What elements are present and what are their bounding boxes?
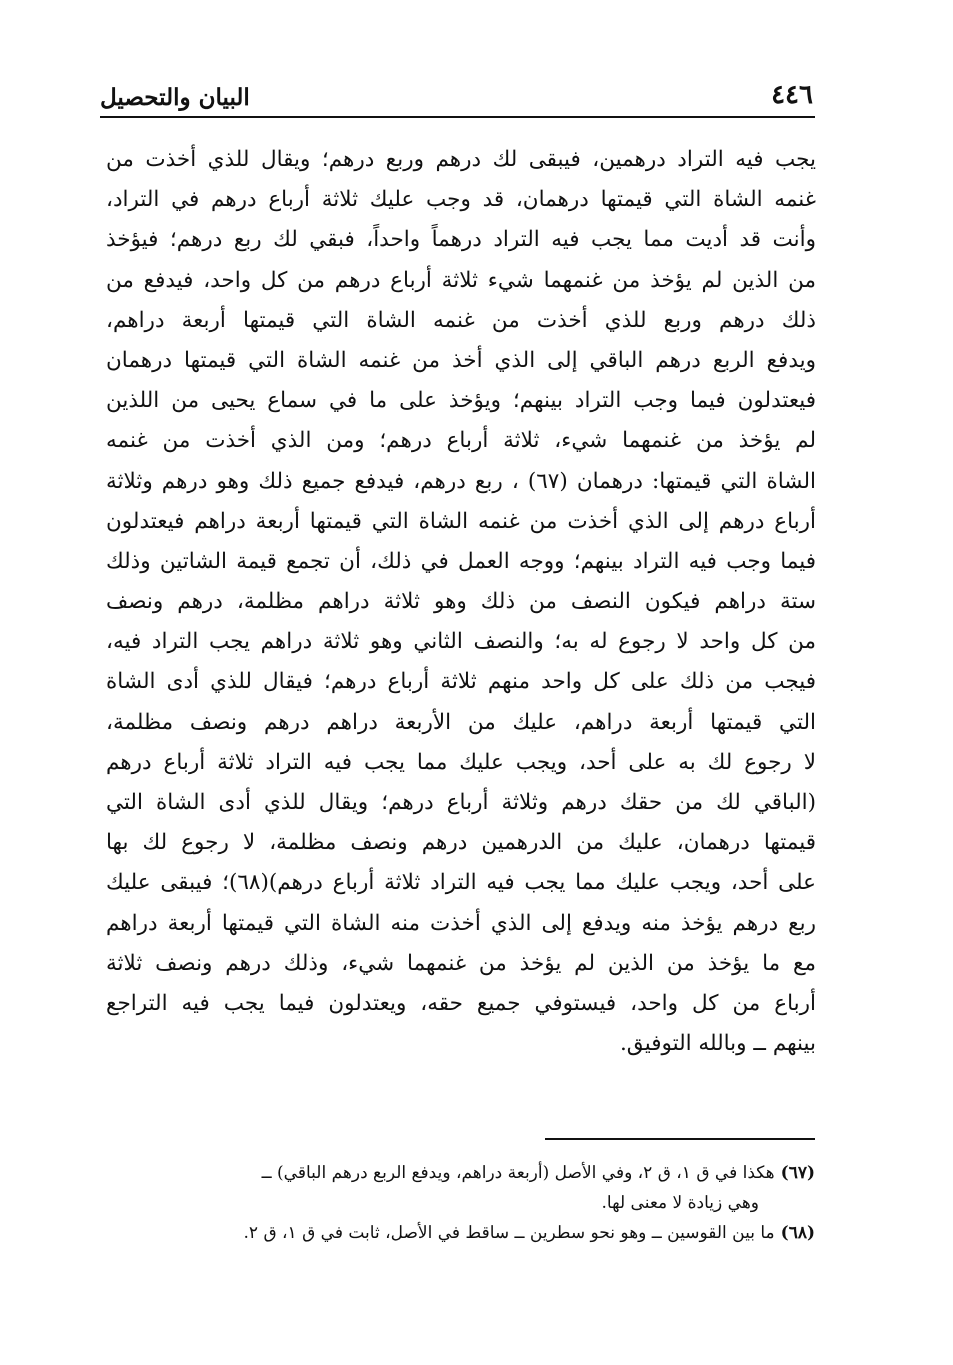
text-line-11: فيما وجب فيه التراد بينهم؛ ووجه العمل في ذلك، أن تجمع قيمة الشاتين وذلك — [106, 548, 816, 574]
text-line-15: التي قيمتها أربعة دراهم، عليك من الأربعة دراهم درهم ونصف مظلمة، — [106, 709, 816, 735]
text-line-20: ربع درهم يؤخذ منه ويدفع إلى الذي أخذت منه الشاة التي قيمتها أربعة دراهم — [106, 910, 816, 936]
text-line-22: أرباع من كل واحد، فيستوفي جميع حقه، ويعتدلون فيما يجب فيه التراجع — [106, 990, 816, 1016]
text-line-3: وأنت قد أديت مما يجب فيه التراد درهماً واحداً، فبقي لك ربع درهم؛ فيؤخذ — [106, 227, 816, 253]
text-line-7: فيعتدلون فيما وجب التراد بينهم؛ ويؤخذ على ما في سماع يحيى من اللذين — [106, 388, 816, 414]
text-line-10: أرباع درهم إلى الذي أخذت من غنمه الشاة التي قيمتها أربعة دراهم فيعتدلون — [106, 508, 816, 534]
text-line-13: من كل واحد لا رجوع له به؛ والنصف الثاني وهو ثلاثة دراهم يجب التراد فيه، — [106, 629, 816, 655]
text-line-19: على أحد، ويجب عليك مما يجب فيه التراد ثلاثة أرباع درهم)(٦٨)؛ فيبقى عليك — [106, 870, 816, 896]
footnote-68 — [110, 1218, 815, 1248]
footnote-separator — [545, 1138, 815, 1140]
page-number: ٤٤٦ — [771, 80, 813, 110]
footnote-68-text: ما بين القوسين ــ وهو نحو سطرين ــ ساقط في الأصل، ثابت في ق ١، ق ٢. — [243, 1223, 775, 1243]
text-line-5: ذلك درهم وربع للذي أخذت من غنمه الشاة التي قيمتها أربعة دراهم، — [106, 307, 816, 333]
footnote-67-continuation: وهي زيادة لا معنى لها. — [601, 1193, 759, 1213]
body-text — [106, 140, 816, 1064]
text-line-12: ستة دراهم فيكون النصف من ذلك وهو ثلاثة دراهم مظلمة، درهم ونصف — [106, 589, 816, 615]
running-title: البيان والتحصيل — [100, 84, 250, 111]
text-line-4: من الذين لم يؤخذ من غنمهما شيء ثلاثة أرباع درهم من كل واحد، فيدفع من — [106, 267, 816, 293]
running-header — [100, 80, 815, 118]
text-line-2: غنمه الشاة التي قيمتها درهمان، قد وجب عليك ثلاثة أرباع درهم في التراد، — [106, 187, 816, 213]
text-line-9: الشاة التي قيمتها: درهمان (٦٧) ، ربع درهم، فيدفع جميع ذلك وهو درهم وثلاثة — [106, 468, 816, 494]
footnote-67 — [110, 1158, 815, 1188]
text-line-14: فيجب من ذلك على كل واحد منهم ثلاثة أرباع درهم؛ فيقال للذي أدى الشاة — [106, 669, 816, 695]
text-line-1: يجب فيه التراد درهمين، فيبقى لك درهم وربع درهم؛ ويقال للذي أخذت من — [106, 147, 816, 172]
footnote-67-mark: (٦٧) — [780, 1163, 815, 1183]
footnote-67-text: هكذا في ق ١، ق ٢، وفي الأصل (أربعة دراهم، ويدفع الربع درهم الباقي) ــ — [261, 1163, 775, 1183]
text-line-21: مع ما يؤخذ من الذين لم يؤخذ من غنمهما شيء، وذلك درهم ونصف ثلاثة — [106, 950, 816, 976]
text-line-23: بينهم ــ وبالله التوفيق. — [619, 1031, 816, 1057]
text-line-18: قيمتها درهمان، عليك من الدرهمين درهم ونصف مظلمة، لا رجوع لك بها — [106, 830, 816, 856]
text-line-6: ويدفع الربع درهم الباقي إلى الذي أخذ من غنمه الشاة التي قيمتها درهمان — [106, 347, 816, 373]
footnote-68-mark: (٦٨) — [780, 1223, 815, 1243]
text-line-8: لم يؤخذ من غنمهما شيء، ثلاثة أرباع درهم؛ ومن الذي أخذت من غنمه — [106, 428, 816, 454]
text-line-17: (الباقي لك من حقك درهم وثلاثة أرباع درهم؛ ويقال للذي أدى الشاة التي — [106, 790, 816, 815]
text-line-16: لا رجوع لك به على أحد، ويجب عليك مما يجب فيه التراد ثلاثة أرباع درهم — [106, 749, 816, 775]
footnotes — [110, 1158, 815, 1248]
